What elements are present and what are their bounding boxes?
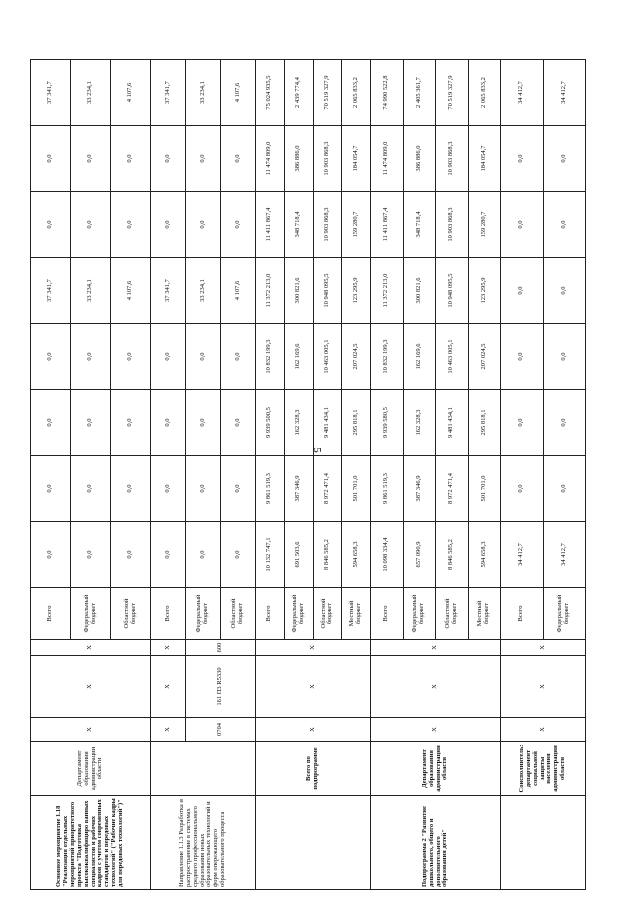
code-cell: X <box>371 718 501 742</box>
row-name-cell: Основное мероприятие 1.18 "Реализация отдельных мероприятий приоритетного проекта "Подготовка высококвалифициро ванных специалистов и рабочих кадров с учетом современных стандартов и передовых технологий" ("Рабочие кадры для передовых технологий")" <box>31 796 151 890</box>
amount-cell: 300 821,6 <box>284 258 313 324</box>
code-cell: X <box>151 640 186 656</box>
amount-cell: 33 234,1 <box>71 258 111 324</box>
amount-cell: 657 090,9 <box>403 522 436 588</box>
page-number: 5 <box>310 447 323 453</box>
amount-cell: 74 990 522,8 <box>371 60 404 126</box>
amount-cell: 34 412,7 <box>501 522 544 588</box>
amount-cell: 11 372 213,0 <box>371 258 404 324</box>
amount-cell: 184 054,7 <box>342 126 371 192</box>
amount-cell: 70 519 327,9 <box>313 60 342 126</box>
amount-cell: 4 107,6 <box>111 60 151 126</box>
amount-cell: 0,0 <box>186 522 221 588</box>
amount-cell: 37 341,7 <box>31 60 71 126</box>
code-cell: X <box>151 656 186 718</box>
amount-cell: 10 903 868,3 <box>436 126 469 192</box>
amount-cell: 2 405 361,7 <box>403 60 436 126</box>
funding-source-cell: Федеральный бюджет <box>71 588 111 640</box>
code-cell: 161 П3 R5330 <box>186 656 256 718</box>
amount-cell: 123 295,9 <box>468 258 501 324</box>
amount-cell: 0,0 <box>71 390 111 456</box>
amount-cell: 207 024,5 <box>342 324 371 390</box>
amount-cell: 0,0 <box>31 192 71 258</box>
amount-cell: 2 065 833,2 <box>468 60 501 126</box>
amount-cell: 2 065 833,2 <box>342 60 371 126</box>
executor-cell: Департамент образования администрации области <box>371 742 501 796</box>
amount-cell: 0,0 <box>31 390 71 456</box>
amount-cell: 0,0 <box>186 192 221 258</box>
amount-cell: 0,0 <box>111 192 151 258</box>
table-row <box>371 60 404 890</box>
executor-cell: Департамент образования администрации области <box>31 742 151 796</box>
amount-cell: 0,0 <box>501 258 544 324</box>
amount-cell: 0,0 <box>221 456 256 522</box>
amount-cell: 295 818,1 <box>468 390 501 456</box>
amount-cell: 0,0 <box>501 390 544 456</box>
funding-source-cell: Всего <box>151 588 186 640</box>
amount-cell: 0,0 <box>151 192 186 258</box>
amount-cell: 10 463 005,1 <box>436 324 469 390</box>
amount-cell: 0,0 <box>221 390 256 456</box>
amount-cell: 386 886,0 <box>284 126 313 192</box>
funding-source-cell: Местный бюджет <box>468 588 501 640</box>
code-cell: X <box>256 656 371 718</box>
code-cell: X <box>501 718 586 742</box>
amount-cell: 0,0 <box>111 126 151 192</box>
amount-cell: 0,0 <box>31 456 71 522</box>
amount-cell: 0,0 <box>186 324 221 390</box>
amount-cell: 33 234,1 <box>71 60 111 126</box>
funding-source-cell: Всего <box>31 588 71 640</box>
amount-cell: 0,0 <box>71 192 111 258</box>
amount-cell: 0,0 <box>71 522 111 588</box>
executor-cell <box>151 742 256 796</box>
amount-cell: 11 372 213,0 <box>256 258 285 324</box>
amount-cell: 159 280,7 <box>468 192 501 258</box>
amount-cell: 0,0 <box>543 126 586 192</box>
funding-source-cell: Областной бюджет <box>313 588 342 640</box>
amount-cell: 10 463 005,1 <box>313 324 342 390</box>
amount-cell: 0,0 <box>186 126 221 192</box>
amount-cell: 10 098 334,4 <box>371 522 404 588</box>
budget-table <box>30 59 586 890</box>
funding-source-cell: Всего <box>256 588 285 640</box>
amount-cell: 0,0 <box>186 456 221 522</box>
amount-cell: 0,0 <box>151 522 186 588</box>
code-cell: X <box>31 640 151 656</box>
funding-source-cell: Федеральный бюджет <box>186 588 221 640</box>
code-cell: X <box>501 656 586 718</box>
table-row <box>501 60 544 890</box>
amount-cell: 162 328,3 <box>403 390 436 456</box>
amount-cell: 0,0 <box>31 324 71 390</box>
amount-cell: 11 411 867,4 <box>371 192 404 258</box>
amount-cell: 37 341,7 <box>151 60 186 126</box>
amount-cell: 34 412,7 <box>501 60 544 126</box>
amount-cell: 0,0 <box>111 522 151 588</box>
amount-cell: 386 886,0 <box>403 126 436 192</box>
amount-cell: 348 718,4 <box>284 192 313 258</box>
code-cell: X <box>31 656 151 718</box>
amount-cell: 0,0 <box>501 456 544 522</box>
executor-cell: Соисполнитель: департамент социальной защиты населения администрации области <box>501 742 586 796</box>
amount-cell: 0,0 <box>151 126 186 192</box>
amount-cell: 33 234,1 <box>186 60 221 126</box>
amount-cell: 300 821,6 <box>403 258 436 324</box>
amount-cell: 0,0 <box>31 126 71 192</box>
amount-cell: 9 861 519,3 <box>256 456 285 522</box>
amount-cell: 0,0 <box>111 324 151 390</box>
table-row <box>151 60 186 890</box>
amount-cell: 8 846 585,2 <box>313 522 342 588</box>
amount-cell: 34 412,7 <box>543 60 586 126</box>
code-cell: X <box>256 718 371 742</box>
amount-cell: 11 411 867,4 <box>256 192 285 258</box>
funding-source-cell: Областной бюджет <box>221 588 256 640</box>
amount-cell: 348 718,4 <box>403 192 436 258</box>
amount-cell: 8 972 471,4 <box>313 456 342 522</box>
funding-source-cell: Федеральный бюджет <box>403 588 436 640</box>
amount-cell: 9 481 434,1 <box>436 390 469 456</box>
amount-cell: 0,0 <box>543 258 586 324</box>
code-cell: 0704 <box>186 718 256 742</box>
amount-cell: 11 474 809,0 <box>371 126 404 192</box>
amount-cell: 501 701,0 <box>342 456 371 522</box>
amount-cell: 4 107,6 <box>221 60 256 126</box>
amount-cell: 0,0 <box>31 522 71 588</box>
amount-cell: 162 169,6 <box>284 324 313 390</box>
amount-cell: 0,0 <box>71 126 111 192</box>
amount-cell: 2 439 774,4 <box>284 60 313 126</box>
amount-cell: 0,0 <box>71 324 111 390</box>
amount-cell: 0,0 <box>71 456 111 522</box>
amount-cell: 691 503,6 <box>284 522 313 588</box>
amount-cell: 159 280,7 <box>342 192 371 258</box>
amount-cell: 0,0 <box>501 192 544 258</box>
amount-cell: 9 939 500,5 <box>256 390 285 456</box>
amount-cell: 37 341,7 <box>151 258 186 324</box>
amount-cell: 9 861 519,3 <box>371 456 404 522</box>
amount-cell: 0,0 <box>221 126 256 192</box>
table-body <box>31 60 586 890</box>
amount-cell: 0,0 <box>543 390 586 456</box>
funding-source-cell: Областной бюджет <box>436 588 469 640</box>
amount-cell: 10 903 868,3 <box>313 192 342 258</box>
amount-cell: 0,0 <box>151 390 186 456</box>
amount-cell: 10 903 868,3 <box>313 126 342 192</box>
amount-cell: 0,0 <box>151 324 186 390</box>
amount-cell: 34 412,7 <box>543 522 586 588</box>
funding-source-cell: Федеральный бюджет <box>284 588 313 640</box>
amount-cell: 594 658,3 <box>342 522 371 588</box>
amount-cell: 0,0 <box>501 126 544 192</box>
code-cell: 600 <box>186 640 256 656</box>
amount-cell: 0,0 <box>111 456 151 522</box>
amount-cell: 0,0 <box>221 192 256 258</box>
funding-source-cell: Областной бюджет <box>111 588 151 640</box>
amount-cell: 10 903 868,3 <box>436 192 469 258</box>
amount-cell: 162 328,3 <box>284 390 313 456</box>
amount-cell: 4 107,6 <box>221 258 256 324</box>
amount-cell: 10 132 747,1 <box>256 522 285 588</box>
amount-cell: 184 054,7 <box>468 126 501 192</box>
amount-cell: 0,0 <box>186 390 221 456</box>
amount-cell: 10 832 199,3 <box>371 324 404 390</box>
row-name-cell: Подпрограмма 2 "Развитие дошкольного, общего и дополнительного образования детей" <box>371 796 501 890</box>
amount-cell: 70 519 327,9 <box>436 60 469 126</box>
amount-cell: 0,0 <box>111 390 151 456</box>
amount-cell: 8 972 471,4 <box>436 456 469 522</box>
funding-source-cell: Федеральный бюджет <box>543 588 586 640</box>
code-cell: X <box>371 640 501 656</box>
amount-cell: 295 818,1 <box>342 390 371 456</box>
code-cell: X <box>501 640 586 656</box>
table-row <box>256 60 285 890</box>
funding-source-cell: Всего <box>371 588 404 640</box>
amount-cell: 0,0 <box>543 456 586 522</box>
code-cell: X <box>151 718 186 742</box>
amount-cell: 0,0 <box>151 456 186 522</box>
rotated-table-wrapper <box>30 60 585 890</box>
amount-cell: 11 474 809,0 <box>256 126 285 192</box>
amount-cell: 10 832 199,3 <box>256 324 285 390</box>
amount-cell: 162 169,6 <box>403 324 436 390</box>
amount-cell: 10 948 095,5 <box>436 258 469 324</box>
code-cell: X <box>371 656 501 718</box>
amount-cell: 123 295,9 <box>342 258 371 324</box>
amount-cell: 387 346,9 <box>403 456 436 522</box>
funding-source-cell: Всего <box>501 588 544 640</box>
amount-cell: 9 939 580,5 <box>371 390 404 456</box>
row-name-cell <box>501 796 586 890</box>
amount-cell: 8 846 585,2 <box>436 522 469 588</box>
amount-cell: 4 107,6 <box>111 258 151 324</box>
row-name-cell <box>256 796 371 890</box>
amount-cell: 75 024 935,5 <box>256 60 285 126</box>
amount-cell: 0,0 <box>221 324 256 390</box>
amount-cell: 33 234,1 <box>186 258 221 324</box>
executor-cell: Всего по подпрограмме <box>256 742 371 796</box>
amount-cell: 9 481 434,1 <box>313 390 342 456</box>
amount-cell: 37 341,7 <box>31 258 71 324</box>
amount-cell: 387 346,9 <box>284 456 313 522</box>
amount-cell: 0,0 <box>543 324 586 390</box>
amount-cell: 10 948 095,5 <box>313 258 342 324</box>
amount-cell: 0,0 <box>501 324 544 390</box>
amount-cell: 594 658,3 <box>468 522 501 588</box>
row-name-cell: Направление 1.1.3 Разработка и распространение в системах среднего профессионального образования новых образовательных технологий и форм опережающего образовательного процесса <box>151 796 256 890</box>
funding-source-cell: Местный бюджет <box>342 588 371 640</box>
code-cell: X <box>31 718 151 742</box>
amount-cell: 501 701,0 <box>468 456 501 522</box>
table-row <box>31 60 71 890</box>
amount-cell: 0,0 <box>543 192 586 258</box>
amount-cell: 0,0 <box>221 522 256 588</box>
code-cell: X <box>256 640 371 656</box>
amount-cell: 207 024,5 <box>468 324 501 390</box>
